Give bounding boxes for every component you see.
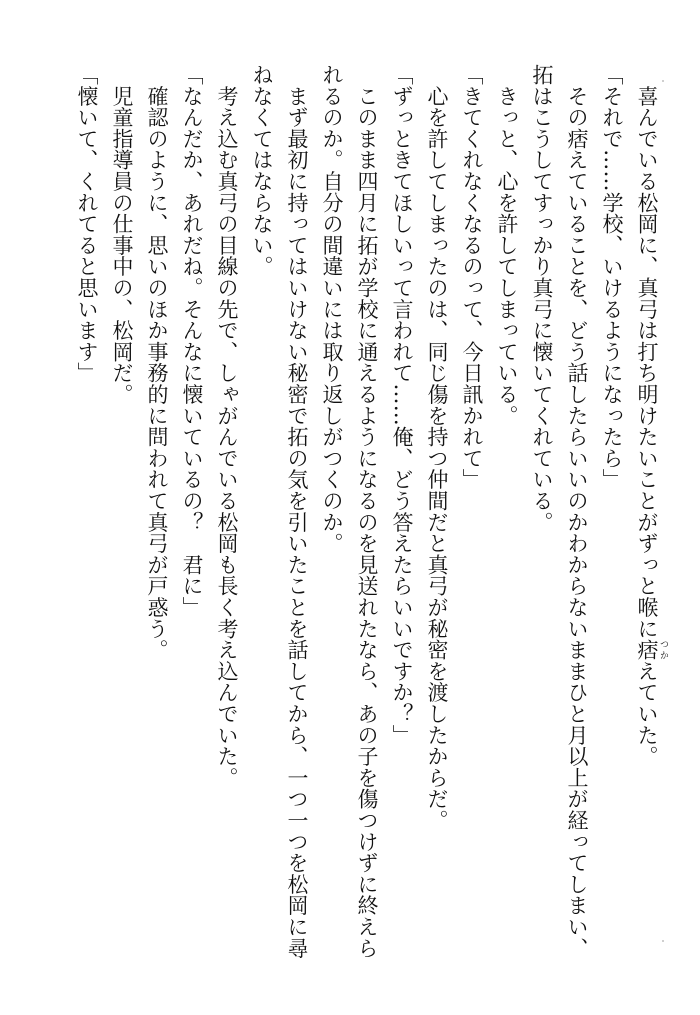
text-line-4: 拓はこうしてすっかり真弓に懐いてくれている。 <box>530 64 554 533</box>
ruby-base: 痞 <box>635 639 659 661</box>
text-line-10: れるのか。自分の間違いには取り返しがつくのか。 <box>320 64 344 554</box>
ruby-word <box>635 639 668 661</box>
text-line-3: その痞えていることを、どう話したらいいのかわからないままひと月以上が経ってしまい、 <box>565 64 589 959</box>
text-line-1-main: 喜んでいる松岡に、真弓は打ち明けたいことがずっと喉に <box>635 64 659 640</box>
text-line-2: 「それで……学校、いけるようになったら」 <box>600 64 624 490</box>
text-line-13: 考え込む真弓の目線の先で、しゃがんでいる松岡も長く考え込んでいた。 <box>215 64 239 789</box>
text-line-12: ねなくてはならない。 <box>250 64 274 277</box>
text-line-14: 「なんだか、あれだね。そんなに懐いているの？ 君に」 <box>180 64 204 618</box>
text-line-11: まず最初に持ってはいけない秘密で拓の気を引いたことを話してから、一つ一つを松岡に尋 <box>285 64 309 959</box>
text-line-5: きっと、心を許してしまっている。 <box>495 64 519 427</box>
text-line-8: 「ずっときてほしいって言われて……俺、どう答えたらいいですか？」 <box>390 64 414 746</box>
ruby-reading: つか <box>658 639 668 661</box>
page-corner-mark-top <box>662 80 664 82</box>
text-line-16: 児童指導員の仕事中の、松岡だ。 <box>110 64 134 405</box>
text-line-15: 確認のように、思いのほか事務的に問われて真弓が戸惑う。 <box>145 64 169 661</box>
text-line-1-tail: えていた。 <box>635 660 659 767</box>
page-corner-mark-bottom <box>662 940 664 942</box>
text-line-17: 「懐いて、くれてると思います」 <box>75 64 99 384</box>
text-line-6: 「きてくれなくなるのって、今日訊かれて」 <box>460 64 484 490</box>
text-line-1 <box>629 64 668 984</box>
vertical-text-block <box>48 64 668 984</box>
text-line-7: 心を許してしまったのは、同じ傷を持つ仲間だと真弓が秘密を渡したからだ。 <box>425 64 449 831</box>
text-line-9: このまま四月に拓が学校に通えるようになるのを見送れたなら、あの子を傷つけずに終えら <box>355 64 379 959</box>
